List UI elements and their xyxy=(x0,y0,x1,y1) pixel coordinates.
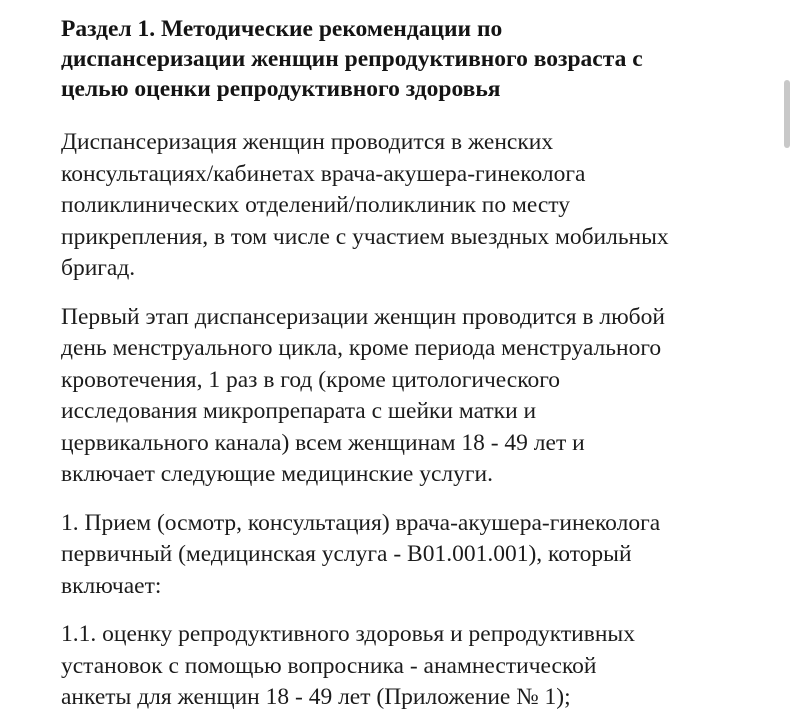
paragraph-line: 1. Прием (осмотр, консультация) врача-акушера-гинеколога xyxy=(61,509,661,536)
paragraph-first-stage xyxy=(61,302,761,491)
paragraph-line: установок с помощью вопросника - анамнестической xyxy=(61,652,597,679)
paragraph-line: кровотечения, 1 раз в год (кроме цитологического xyxy=(61,366,561,393)
section-heading-line: целью оценки репродуктивного здоровья xyxy=(61,76,501,102)
paragraph-item-1-1 xyxy=(61,619,761,714)
paragraph-line: исследования микропрепарата с шейки матки и xyxy=(61,398,537,424)
paragraph-line: включает: xyxy=(61,572,162,599)
paragraph-dispensary-location xyxy=(61,127,761,285)
paragraph-item-1 xyxy=(61,508,761,603)
paragraph-line: включает следующие медицинские услуги. xyxy=(61,461,493,487)
paragraph-line: консультациях/кабинетах врача-акушера-гинеколога xyxy=(61,160,586,187)
paragraph-line: поликлинических отделений/поликлиник по месту xyxy=(61,192,570,218)
paragraph-line: анкеты для женщин 18 - 49 лет (Приложение № 1); xyxy=(61,684,571,710)
paragraph-line: бригад. xyxy=(61,255,136,281)
paragraph-line: цервикального канала) всем женщинам 18 - 49 лет и xyxy=(61,429,585,456)
paragraph-line: Первый этап диспансеризации женщин проводится в любой xyxy=(61,303,665,330)
paragraph-line: первичный (медицинская услуга - B01.001.001), который xyxy=(61,541,632,567)
vertical-scrollbar-thumb[interactable] xyxy=(784,80,790,148)
paragraph-line: день менструального цикла, кроме периода менструального xyxy=(61,335,662,361)
section-heading xyxy=(61,14,761,104)
document-page xyxy=(61,14,761,714)
section-heading-line: диспансеризации женщин репродуктивного возраста с xyxy=(61,46,643,72)
paragraph-line: 1.1. оценку репродуктивного здоровья и репродуктивных xyxy=(61,621,635,647)
section-heading-line: Раздел 1. Методические рекомендации по xyxy=(61,16,503,42)
paragraph-line: прикрепления, в том числе с участием выездных мобильных xyxy=(61,223,669,250)
paragraph-line: Диспансеризация женщин проводится в женских xyxy=(61,129,554,155)
